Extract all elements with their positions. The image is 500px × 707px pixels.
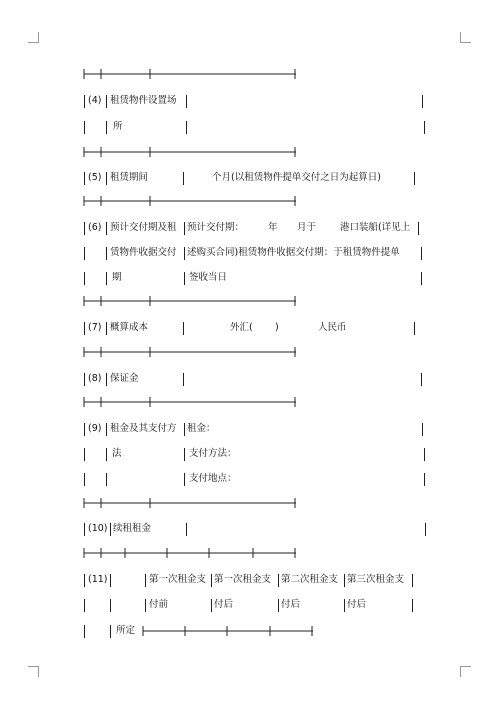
cell-border: [84, 172, 85, 185]
field-value: 人民币: [318, 322, 347, 333]
field-value: 支付方法：: [189, 448, 237, 459]
field-label: 概算成本: [110, 322, 149, 333]
column-header: 第二次租金支: [281, 574, 339, 585]
cell-border: [278, 599, 279, 612]
field-value: 月于: [297, 222, 317, 233]
field-label: 预计交付期及租: [110, 222, 177, 233]
rule-line: [84, 69, 296, 79]
cell-border: [278, 574, 279, 587]
row-number: (11): [88, 574, 108, 585]
cell-border: [106, 95, 107, 108]
cell-border: [414, 322, 415, 335]
row-number: (8): [88, 373, 102, 384]
cell-border: [84, 121, 85, 134]
cell-border: [344, 574, 345, 587]
cell-border: [186, 523, 187, 536]
field-value: 签收当日: [189, 272, 228, 283]
cell-border: [106, 247, 107, 260]
field-label: 租赁物件设置场: [110, 95, 177, 106]
field-label: 保证金: [110, 373, 139, 384]
row-number: (9): [88, 423, 102, 434]
cell-border: [84, 222, 85, 235]
cell-border: [110, 599, 111, 612]
cell-border: [84, 599, 85, 612]
field-label: 租金及其支付方: [110, 423, 177, 434]
rule-line: [84, 196, 296, 206]
cell-border: [84, 247, 85, 260]
cell-border: [424, 448, 425, 461]
cell-border: [424, 121, 425, 134]
field-label: 赁物件收据交付: [110, 247, 177, 258]
rule-line: [84, 147, 296, 157]
cell-border: [106, 473, 107, 486]
cell-border: [412, 574, 413, 587]
cell-border: [184, 272, 185, 285]
cell-border: [184, 247, 185, 260]
rule-line: [84, 548, 296, 558]
cell-border: [211, 574, 212, 587]
cell-border: [84, 473, 85, 486]
cell-border: [211, 599, 212, 612]
cell-border: [84, 272, 85, 285]
cell-border: [84, 373, 85, 386]
cell-border: [422, 95, 423, 108]
cell-border: [106, 121, 107, 134]
rule-line: [84, 347, 296, 357]
cell-border: [418, 222, 419, 235]
column-header: 第三次租金支: [347, 574, 405, 585]
column-header: 付后: [281, 599, 301, 610]
cell-border: [106, 272, 107, 285]
cell-border: [421, 272, 422, 285]
cell-border: [183, 373, 184, 386]
column-header: 付后: [347, 599, 367, 610]
row-number: (4): [88, 95, 102, 106]
field-label: 法: [112, 448, 122, 459]
field-value: 支付地点：: [189, 473, 237, 484]
rule-line: [143, 626, 313, 636]
rule-line: [84, 397, 296, 407]
field-label: 所定: [116, 625, 136, 636]
field-value: 租金：: [187, 423, 216, 434]
cell-border: [106, 322, 107, 335]
row-number: (5): [88, 172, 102, 183]
column-header: 付前: [149, 599, 169, 610]
cell-border: [414, 172, 415, 185]
rule-line: [84, 498, 296, 508]
field-value: 外汇(: [230, 322, 253, 333]
cell-border: [421, 247, 422, 260]
cell-border: [184, 473, 185, 486]
cell-border: [145, 599, 146, 612]
field-value: 预计交付期：: [187, 222, 245, 233]
cell-border: [412, 599, 413, 612]
row-number: (6): [88, 222, 102, 233]
cell-border: [184, 423, 185, 436]
cell-border: [425, 523, 426, 536]
cell-border: [424, 473, 425, 486]
cell-border: [145, 574, 146, 587]
field-label: 续租租金: [113, 523, 152, 534]
cell-border: [84, 523, 85, 536]
cell-border: [106, 172, 107, 185]
field-label: 租赁期间: [110, 172, 149, 183]
cell-border: [421, 373, 422, 386]
cell-border: [183, 172, 184, 185]
cell-border: [106, 448, 107, 461]
cell-border: [84, 423, 85, 436]
cell-border: [84, 448, 85, 461]
cell-border: [186, 121, 187, 134]
row-number: (10): [88, 523, 108, 534]
column-header: 第一次租金支: [149, 574, 207, 585]
cell-border: [84, 95, 85, 108]
field-value: 港口装船(详见上: [340, 222, 411, 233]
cell-border: [106, 373, 107, 386]
column-header: 付后: [214, 599, 234, 610]
cell-border: [110, 625, 111, 638]
cell-border: [110, 523, 111, 536]
field-value: 年: [268, 222, 278, 233]
cell-border: [84, 574, 85, 587]
row-number: (7): [88, 322, 102, 333]
field-value: 个月(以租赁物件提单交付之日为起算日): [212, 172, 381, 183]
cell-border: [344, 599, 345, 612]
field-label: 所: [113, 121, 123, 132]
field-value: 述购买合同)租赁物件收据交付期：于租赁物件提单: [187, 247, 400, 258]
cell-border: [84, 625, 85, 638]
cell-border: [186, 95, 187, 108]
cell-border: [183, 322, 184, 335]
cell-border: [106, 222, 107, 235]
column-header: 第一次租金支: [214, 574, 272, 585]
cell-border: [184, 222, 185, 235]
field-label: 期: [112, 272, 122, 283]
rule-line: [84, 296, 296, 306]
cell-border: [184, 448, 185, 461]
cell-border: [106, 423, 107, 436]
cell-border: [84, 322, 85, 335]
cell-border: [110, 574, 111, 587]
cell-border: [422, 423, 423, 436]
field-value: ): [275, 322, 279, 333]
